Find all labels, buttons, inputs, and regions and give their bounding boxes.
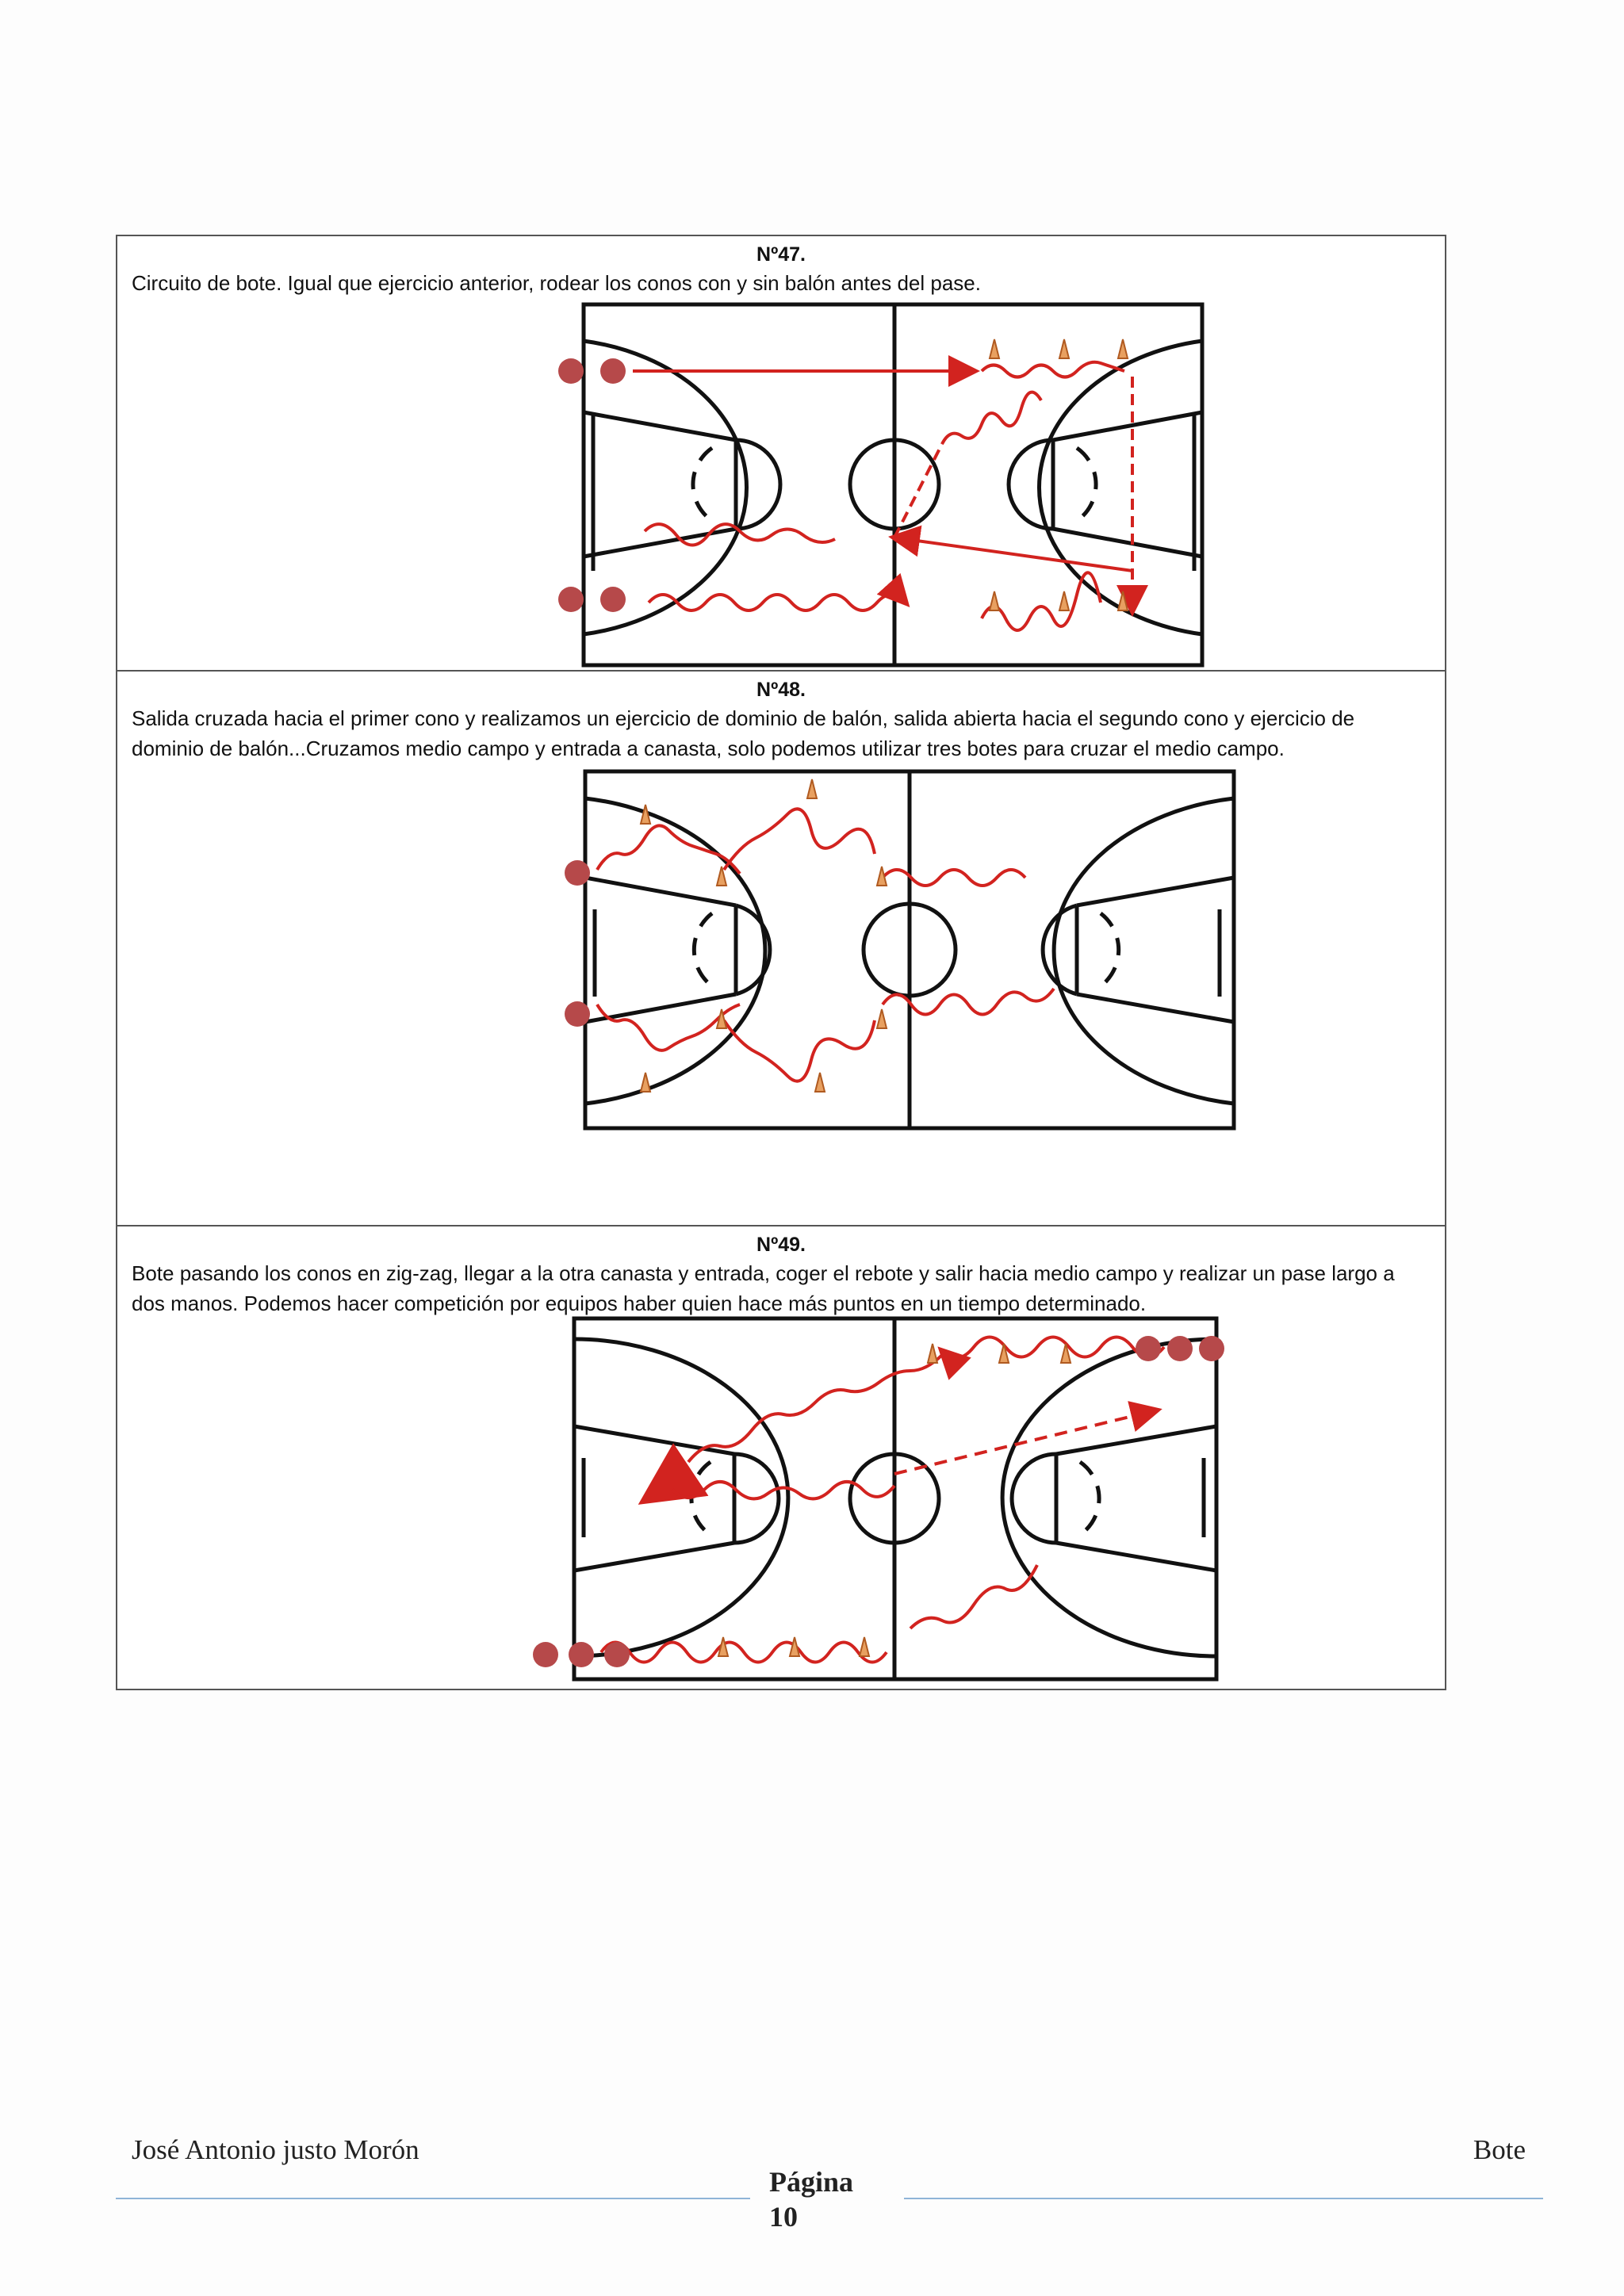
footer-topic: Bote — [1473, 2134, 1526, 2165]
court-diagram-49 — [466, 1315, 1259, 1688]
exercise-number: Nº49. — [756, 1234, 806, 1256]
exercise-number: Nº48. — [756, 679, 806, 701]
footer-page-number: 10 — [769, 2201, 798, 2233]
court-diagram-48 — [458, 767, 1251, 1211]
footer-rule-left — [116, 2198, 750, 2199]
exercise-description: Salida cruzada hacia el primer cono y realizamos un ejercicio de dominio de balón, salida abierta hacia el segundo cono y ejercicio de dominio de balón...Cruzamos medio campo y entrada a canasta, solo podemos utilizar tres botes para cruzar el medio campo. — [132, 706, 1355, 760]
exercise-47 — [117, 236, 1445, 672]
players — [533, 1336, 1224, 1667]
exercise-description: Bote pasando los conos en zig-zag, llegar a la otra canasta y entrada, coger el rebote y salir hacia medio campo y realizar un pase largo a dos manos. Podemos hacer competición por equipos haber quien hace más puntos en un tiempo determinado. — [132, 1261, 1395, 1315]
exercise-number: Nº47. — [756, 243, 806, 266]
footer-author: José Antonio justo Morón — [132, 2134, 419, 2165]
exercise-table — [116, 235, 1446, 1690]
footer-page-label: Página — [769, 2166, 854, 2198]
drill-paths — [633, 362, 1132, 630]
exercise-description: Circuito de bote. Igual que ejercicio anterior, rodear los conos con y sin balón antes del pase. — [132, 271, 981, 295]
court-diagram-47 — [466, 301, 1212, 668]
court-lines — [584, 304, 1202, 665]
footer-rule-right — [904, 2198, 1543, 2199]
drill-paths — [597, 809, 1054, 1081]
footer-page — [769, 2164, 853, 2234]
exercise-49 — [117, 1226, 1445, 1689]
drill-paths — [601, 1337, 1164, 1663]
court-lines — [585, 771, 1234, 1128]
exercise-48 — [117, 672, 1445, 1226]
